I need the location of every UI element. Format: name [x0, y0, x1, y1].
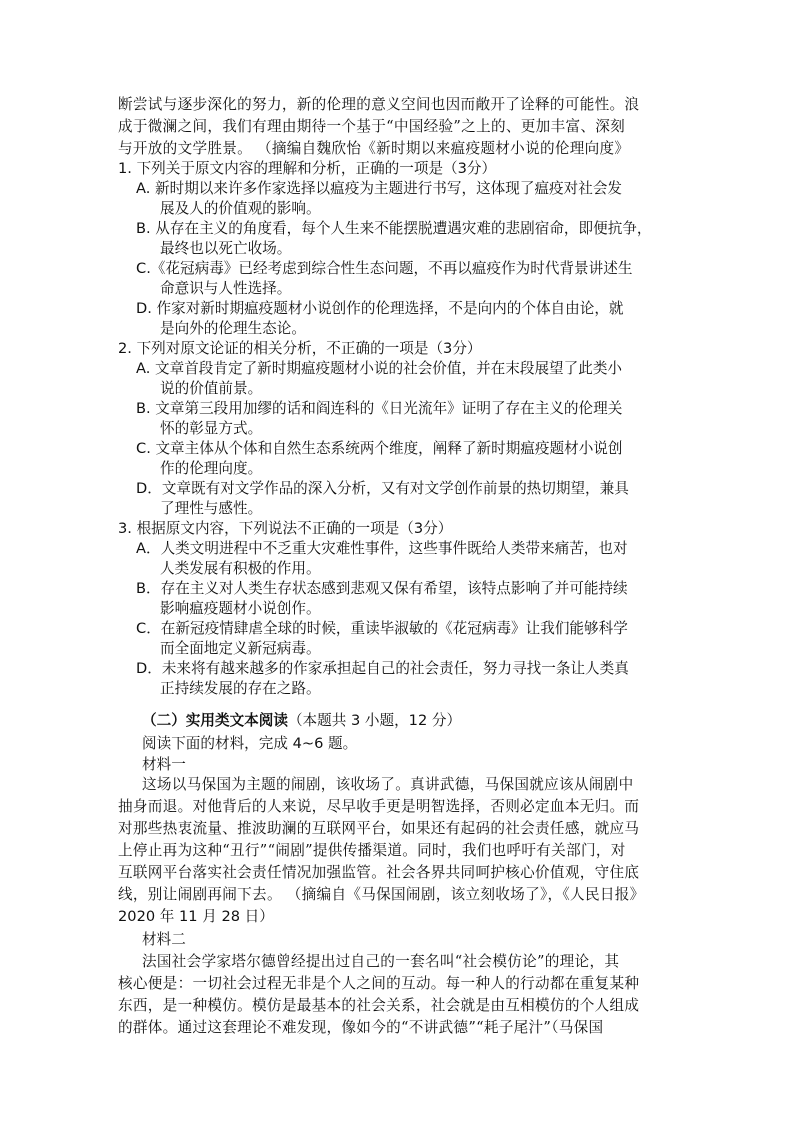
option-line: 人类发展有积极的作用。 [160, 560, 321, 577]
material-line: 线，别让闹剧再闹下去。 （摘编自《马保国闹剧，该立刻收场了》，《人民日报》 [118, 886, 645, 903]
material-line: 东西，是一种模仿。模仿是最基本的社会关系，社会就是由互相模仿的个人组成 [118, 997, 640, 1014]
material-line: 法国社会学家塔尔德曾经提出过自己的一套名叫“社会模仿论”的理论，其 [142, 953, 620, 970]
passage-line: 成于微澜之间，我们有理由期待一个基于“中国经验”之上的、更加丰富、深刻 [118, 118, 626, 135]
passage-citation: 与开放的文学胜景。 （摘编自魏欣怡《新时期以来瘟疫题材小说的伦理向度》 [118, 140, 630, 157]
option-line: C.《花冠病毒》已经考虑到综合性生态问题，不再以瘟疫作为时代背景讲述生 [136, 260, 633, 277]
option-line: A. 新时期以来许多作家选择以瘟疫为主题进行书写，这体现了瘟疫对社会发 [136, 180, 623, 197]
option-line: C. 文章主体从个体和自然生态系统两个维度，阐释了新时期瘟疫题材小说创 [136, 440, 623, 457]
option-line: A．人类文明进程中不乏重大灾难性事件，这些事件既给人类带来痛苦，也对 [136, 540, 628, 557]
option-line: 怀的彰显方式。 [160, 420, 263, 437]
section-instruction: 阅读下面的材料，完成 4~6 题。 [142, 735, 358, 752]
option-line: 正持续发展的存在之路。 [160, 680, 321, 697]
material-line: 的群体。通过这套理论不难发现，像如今的“不讲武德”“耗子尾汁”（马保国 [118, 1019, 604, 1036]
option-line: 了理性与感性。 [160, 500, 263, 517]
material-line: 对那些热衷流量、推波助澜的互联网平台，如果还有起码的社会责任感，就应马 [118, 820, 640, 837]
option-line: 说的价值前景。 [160, 380, 263, 397]
option-line: B. 从存在主义的角度看，每个人生来不能摆脱遭遇灾难的悲剧宿命，即便抗争， [136, 220, 652, 237]
material-line: 互联网平台落实社会责任情况加强监管。社会各界共同呵护核心价值观，守住底 [118, 864, 640, 881]
option-line: 而全面地定义新冠病毒。 [160, 640, 321, 657]
question-stem: 1. 下列关于原文内容的理解和分析，正确的一项是（3分） [118, 160, 497, 177]
section-heading [142, 710, 461, 732]
passage-line: 断尝试与逐步深化的努力，新的伦理的意义空间也因而敞开了诠释的可能性。浪 [118, 96, 640, 113]
material-label: 材料二 [142, 931, 186, 948]
option-line: A. 文章首段肯定了新时期瘟疫题材小说的社会价值，并在末段展望了此类小 [136, 360, 623, 377]
section-note: （本题共 3 小题，12 分） [287, 712, 462, 729]
option-line: B．存在主义对人类生存状态感到悲观又保有希望，该特点影响了并可能持续 [136, 580, 628, 597]
material-line: 上停止再为这种“丑行”“闹剧”提供传播渠道。同时，我们也呼吁有关部门，对 [118, 842, 626, 859]
option-line: 影响瘟疫题材小说创作。 [160, 600, 321, 617]
material-line: 这场以马保国为主题的闹剧，该收场了。真讲武德，马保国就应该从闹剧中 [142, 776, 634, 793]
option-line: D．文章既有对文学作品的深入分析，又有对文学创作前景的热切期望，兼具 [136, 480, 629, 497]
material-citation-date: 2020 年 11 月 28 日） [118, 908, 274, 925]
option-line: C．在新冠疫情肆虐全球的时候，重读毕淑敏的《花冠病毒》让我们能够科学 [136, 620, 628, 637]
option-line: 是向外的伦理生态论。 [160, 320, 306, 337]
option-line: B. 文章第三段用加缪的话和阎连科的《日光流年》证明了存在主义的伦理关 [136, 400, 623, 417]
section-title: （二）实用类文本阅读 [142, 712, 288, 729]
question-stem: 2. 下列对原文论证的相关分析，不正确的一项是（3分） [118, 340, 482, 357]
question-stem: 3. 根据原文内容，下列说法不正确的一项是（3分） [118, 520, 453, 537]
option-line: D. 作家对新时期瘟疫题材小说创作的伦理选择，不是向内的个体自由论，就 [136, 300, 624, 317]
option-line: 展及人的价值观的影响。 [160, 200, 321, 217]
material-label: 材料一 [142, 756, 186, 773]
material-line: 核心便是：一切社会过程无非是个人之间的互动。每一种人的行动都在重复某种 [118, 975, 640, 992]
option-line: 作的伦理向度。 [160, 460, 263, 477]
option-line: 最终也以死亡收场。 [160, 240, 292, 257]
material-line: 抽身而退。对他背后的人来说，尽早收手更是明智选择，否则必定血本无归。而 [118, 798, 640, 815]
option-line: D．未来将有越来越多的作家承担起自己的社会责任，努力寻找一条让人类真 [136, 660, 629, 677]
option-line: 命意识与人性选择。 [160, 280, 292, 297]
